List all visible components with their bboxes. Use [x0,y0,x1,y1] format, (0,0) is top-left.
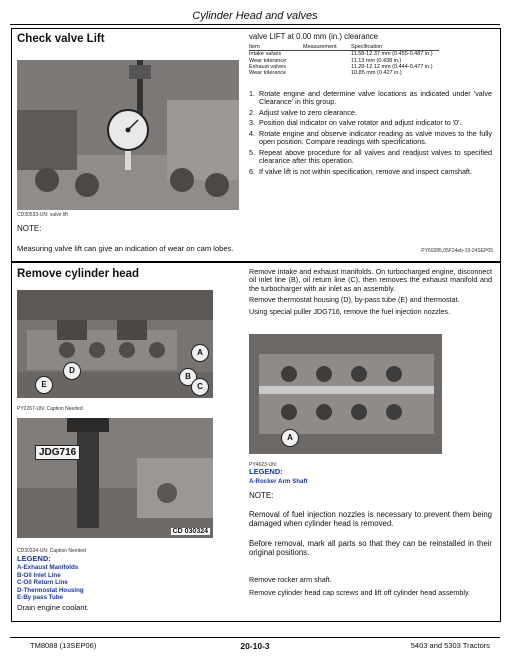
remove-head-note-text: Removal of fuel injection nozzles is necessary to prevent them being damaged when cylinder head is removed. [249,510,492,529]
step-text: If valve lift is not within specification, remove and inspect camshaft. [259,166,472,176]
list-item: 4. Rotate engine and observe indicator reading as valve moves to the fully open position. Compare readings with specifications. [249,128,492,147]
remove-head-intro [249,268,492,316]
table-cell-spec: 11.28-12.12 mm (0.444-0.477 in.) [351,63,433,70]
valve-lift-photo [17,60,239,210]
check-valve-reference: PY60285,05F24eb-19-24SEP05 [421,248,493,254]
intro-paragraph: Remove intake and exhaust manifolds. On turbocharged engine, disconnect oil inlet line (B), oil return line (C), then removes the exhaust manifold and the turbocharger with air inlet as an assembly. [249,267,492,293]
footer-page-number: 20-10-3 [240,641,270,651]
list-item: 5. Repeat above procedure for all valves and readjust valves to specified clearance after this operation. [249,147,492,165]
list-item: 6. If valve lift is not within specification, remove and inspect camshaft. [249,168,492,176]
header-divider [10,24,500,25]
step-text: Adjust valve to zero clearance. [259,107,357,117]
table-header-specification: Specification [351,44,439,51]
footer-divider [10,637,500,638]
step-text: Position dial indicator on valve rotator and adjust indicator to '0'. [259,118,462,128]
intro-paragraph: Using special puller JDG716, remove the fuel injection nozzles. [249,306,450,316]
callout-c: C [191,378,209,396]
nozzle-puller-photo [17,418,213,538]
legend-item: A-Exhaust Manifolds [17,564,79,571]
manifold-photo-caption: PY2267-UN: Caption Needed [17,406,83,412]
table-header-item: Item [249,44,303,51]
legend-item: E-By pass Tube [17,594,63,602]
table-cell-item: Intake valves [249,51,282,58]
table-cell-item: Exhaust valves [249,63,286,70]
check-valve-note-text: Measuring valve lift can give an indication of wear on cam lobes. [17,244,234,253]
remove-head-note-label: NOTE: [249,491,274,500]
manifold-photo [17,290,213,398]
callout-a: A [191,344,209,362]
callout-a: A [281,429,299,447]
rocker-shaft-photo [249,334,442,454]
intro-paragraph: Remove thermostat housing (D), by-pass tube (E) and thermostat. [249,295,460,305]
nozzle-puller-photo-caption: CD30324-UN: Caption Needed [17,548,86,554]
remove-cap-screws-text: Remove cylinder head cap screws and lift off cylinder head assembly. [249,588,471,597]
legend-item: B-Oil Inlet Line [17,571,61,579]
left-legend-list [17,564,84,602]
step-text: Rotate engine and determine valve locations as indicated under 'valve Clearance' in this group. [259,89,492,107]
table-header-measurement: Measurement [303,44,351,51]
legend-item: C-Oil Return Line [17,579,68,587]
jdg716-label: JDG716 [35,445,80,460]
step-text: Rotate engine and observe indicator reading as valve moves to the fully open position. Compare readings with specifications. [259,128,492,147]
list-item: 3. Position dial indicator on valve rotator and adjust indicator to '0'. [249,119,492,127]
callout-d: D [63,362,81,380]
footer-model: 5403 and 5303 Tractors [410,641,490,650]
table-cell-spec: 10.85 mm (0.427 in.) [351,70,402,77]
step-text: Repeat above procedure for all valves and readjust valves to specified clearance after this operation. [259,147,492,165]
list-item: 1. Rotate engine and determine valve locations as indicated under 'valve Clearance' in this group. [249,89,492,107]
table-cell-item: Wear tolerance [249,70,287,77]
right-legend-title: LEGEND: [249,467,283,476]
check-valve-title: Check valve Lift [17,33,105,45]
callout-b: B [179,368,197,386]
before-removal-text: Before removal, mark all parts so that they can be reinstalled in their original positions. [249,539,492,558]
table-cell-measurement [303,70,351,76]
table-cell-spec: 11.58-12.37 mm (0.455-0.487 in.) [351,51,433,58]
check-valve-note-label: NOTE: [17,224,42,233]
valve-lift-photo-caption: CD30533-UN: valve lift [17,212,68,218]
nozzle-puller-illustration [17,418,213,538]
table-row [249,70,439,76]
rocker-shaft-illustration [249,334,442,454]
table-cell-item: Wear tolerance [249,57,287,64]
left-legend-title: LEGEND: [17,554,51,563]
legend-item: A-Rocker Arm Shaft [249,478,308,485]
valve-lift-steps [249,90,492,178]
photo-id-label: CD 030324 [172,528,208,535]
rocker-shaft-photo-caption: PY4623-UN: [249,462,278,468]
drain-coolant-text: Drain engine coolant. [17,603,89,612]
valve-lift-table-title: valve LIFT at 0.00 mm (in.) clearance [249,32,378,41]
footer-manual-id: TM8088 (13SEP06) [30,641,97,650]
remove-head-title: Remove cylinder head [17,268,140,280]
list-item: 2. Adjust valve to zero clearance. [249,109,492,117]
legend-item: D-Thermostat Housing [17,586,84,594]
table-cell-measurement [303,51,351,58]
remove-rocker-text: Remove rocker arm shaft. [249,575,332,584]
callout-e: E [35,376,53,394]
valve-lift-illustration [17,60,239,210]
table-row [249,51,439,58]
page-header-title: Cylinder Head and valves [192,10,318,22]
table-cell-spec: 11.13 mm (0.438 in.) [351,57,402,64]
valve-lift-spec-table [249,44,439,76]
